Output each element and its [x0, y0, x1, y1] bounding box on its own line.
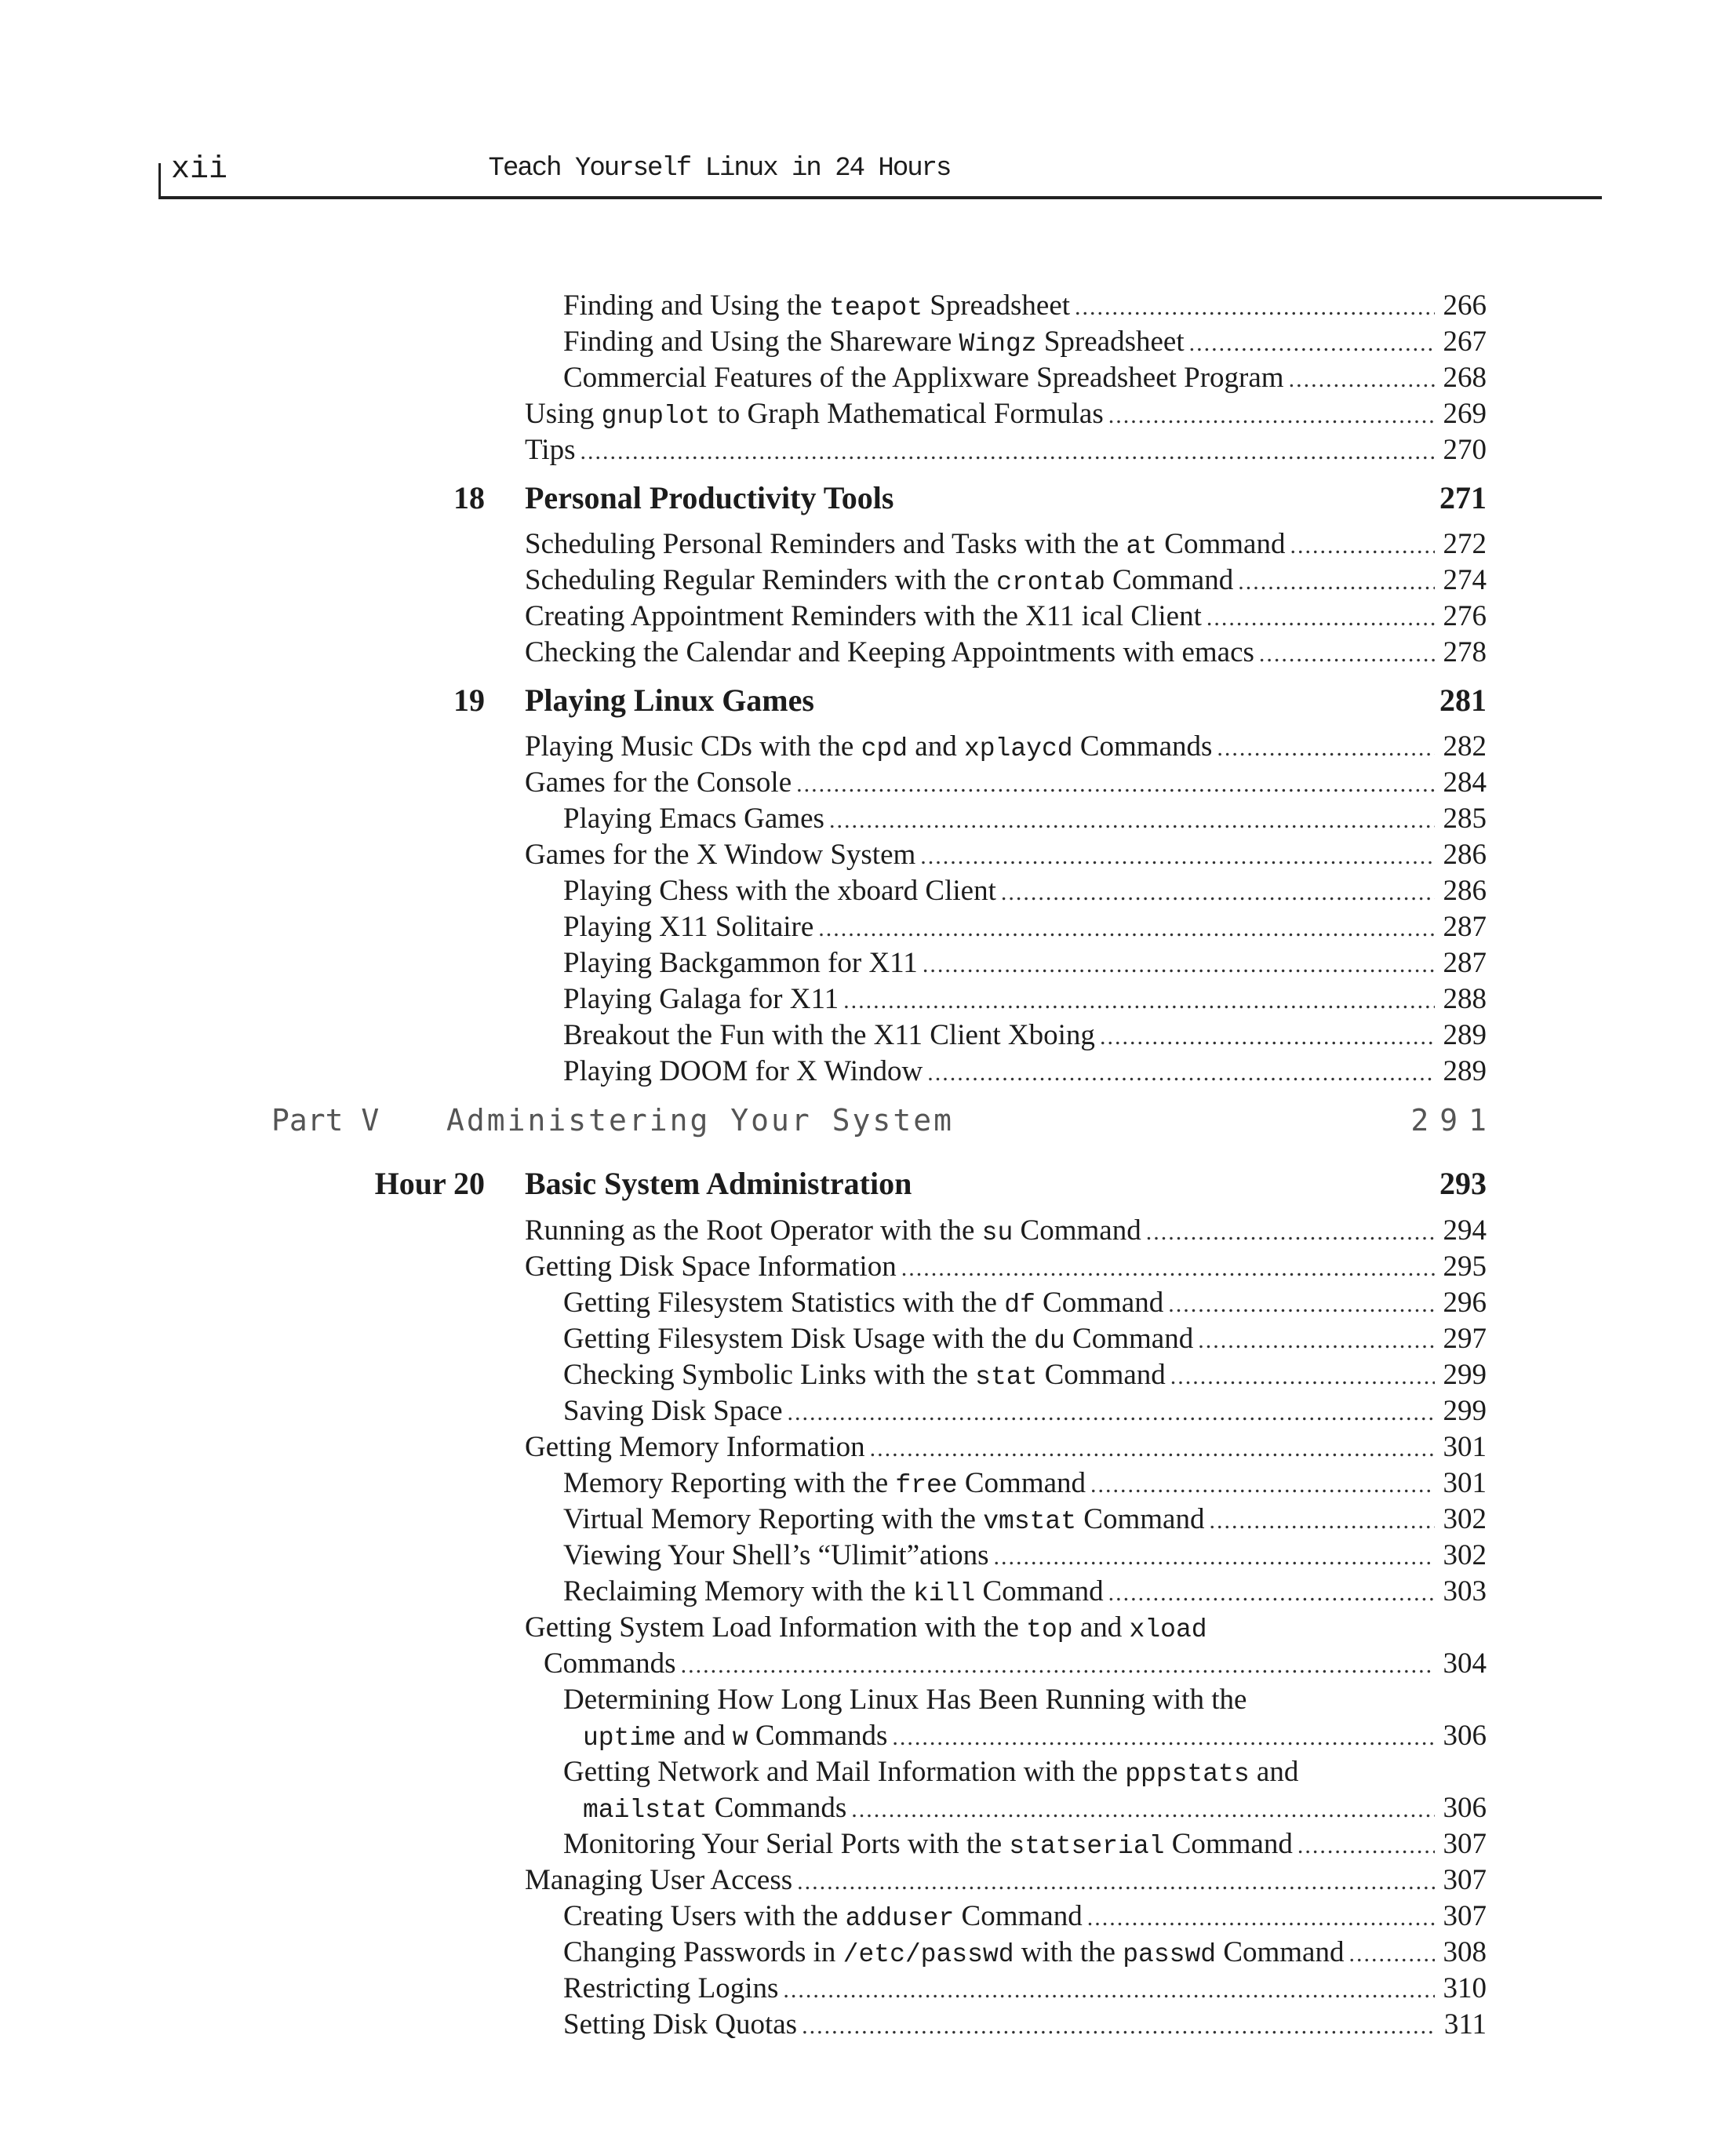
toc-entry-line2: mailstat Commands ..... 306 [0, 1790, 1736, 1826]
page-number: 302 [1443, 1503, 1487, 1535]
toc-entry: Monitoring Your Serial Ports with the statserial Command ..... 307 [0, 1826, 1736, 1862]
toc-entry: Checking the Calendar and Keeping Appointments with emacs ..... 278 [0, 635, 1736, 671]
toc-entry: Commercial Features of the Applixware Spreadsheet Program ..... 268 [0, 360, 1736, 396]
page-number: 297 [1443, 1323, 1487, 1355]
page-number: 289 [1443, 1019, 1487, 1051]
toc-entry: Changing Passwords in /etc/passwd with the passwd Command ..... 308 [0, 1935, 1736, 1971]
page-number: 284 [1443, 766, 1487, 799]
toc-entry: Managing User Access ..... 307 [0, 1862, 1736, 1899]
running-head [158, 149, 1602, 199]
page-number: 310 [1443, 1972, 1487, 2004]
page-number: 301 [1443, 1467, 1487, 1499]
page-number: 285 [1443, 803, 1487, 835]
page-number: 294 [1443, 1214, 1487, 1247]
toc-entry: Checking Symbolic Links with the stat Command ..... 299 [0, 1357, 1736, 1393]
toc-entry-line2: uptime and w Commands ..... 306 [0, 1718, 1736, 1754]
toc-entry: Getting Disk Space Information ..... 295 [0, 1249, 1736, 1285]
toc-entry: Playing Chess with the xboard Client ..... 286 [0, 873, 1736, 909]
page-number: 286 [1443, 839, 1487, 871]
page-number: 306 [1443, 1720, 1487, 1752]
toc-entry: Using gnuplot to Graph Mathematical Formulas ..... 269 [0, 396, 1736, 432]
page-number: 307 [1443, 1900, 1487, 1932]
page-number: 307 [1443, 1864, 1487, 1896]
toc-entry-line2: Commands ..... 304 [0, 1646, 1736, 1682]
toc-entry: Playing Emacs Games ..... 285 [0, 801, 1736, 837]
page-number: 304 [1443, 1647, 1487, 1680]
header-rule-corner [158, 163, 161, 199]
page-number: 287 [1443, 947, 1487, 979]
toc-entry: Virtual Memory Reporting with the vmstat Command ..... 302 [0, 1502, 1736, 1538]
toc-entry: Getting Filesystem Disk Usage with the du Command ..... 297 [0, 1321, 1736, 1357]
toc-entry: Games for the Console ..... 284 [0, 765, 1736, 801]
book-title: Teach Yourself Linux in 24 Hours [488, 154, 951, 184]
page-number: 302 [1443, 1539, 1487, 1571]
page-number: 286 [1443, 875, 1487, 907]
toc-entry: Reclaiming Memory with the kill Command ..... 303 [0, 1574, 1736, 1610]
toc-entry: Playing Music CDs with the cpd and xplaycd Commands ..... 282 [0, 729, 1736, 765]
page-number: 278 [1443, 636, 1487, 668]
toc-entry: Creating Appointment Reminders with the X11 ical Client ..... 276 [0, 599, 1736, 635]
toc-entry: Playing Galaga for X11 ..... 288 [0, 981, 1736, 1018]
page-number: 289 [1443, 1055, 1487, 1087]
toc-entry: Tips ..... 270 [0, 432, 1736, 468]
page-number: 270 [1443, 434, 1487, 466]
toc-entry-line1: Getting Network and Mail Information with the pppstats and [563, 1756, 1299, 1789]
page-number: 287 [1443, 911, 1487, 943]
page-number: 306 [1443, 1792, 1487, 1824]
toc-entry: Setting Disk Quotas ..... 311 [0, 2007, 1736, 2043]
page-number: 274 [1443, 564, 1487, 596]
toc-entry: Viewing Your Shell’s “Ulimit”ations ..... 302 [0, 1538, 1736, 1574]
toc-entry: Playing DOOM for X Window ..... 289 [0, 1054, 1736, 1090]
hour-heading-20: Hour 20 Basic System Administration 293 [374, 1166, 1487, 1201]
toc-entry: Finding and Using the Shareware Wingz Spreadsheet ..... 267 [0, 324, 1736, 360]
toc-entry: Running as the Root Operator with the su Command ..... 294 [0, 1213, 1736, 1249]
page-number: 295 [1443, 1251, 1487, 1283]
page-number: 307 [1443, 1828, 1487, 1860]
toc-entry: Games for the X Window System ..... 286 [0, 837, 1736, 873]
page-number: 282 [1443, 730, 1487, 763]
page-number: 268 [1443, 362, 1487, 394]
page-number: 301 [1443, 1431, 1487, 1463]
toc-entry: Playing X11 Solitaire ..... 287 [0, 909, 1736, 945]
toc-entry: Creating Users with the adduser Command ..... 307 [0, 1899, 1736, 1935]
toc-entry: Scheduling Regular Reminders with the crontab Command ..... 274 [0, 562, 1736, 599]
header-rule [158, 196, 1602, 199]
page-number: 269 [1443, 398, 1487, 430]
toc-entry: Restricting Logins ..... 310 [0, 1971, 1736, 2007]
page-number: 266 [1443, 289, 1487, 322]
toc-entry: Scheduling Personal Reminders and Tasks with the at Command ..... 272 [0, 526, 1736, 562]
toc-entry: Playing Backgammon for X11 ..... 287 [0, 945, 1736, 981]
page-number: 299 [1443, 1395, 1487, 1427]
toc-entry: Getting Memory Information ..... 301 [0, 1429, 1736, 1465]
toc-entry: Breakout the Fun with the X11 Client Xboing ..... 289 [0, 1018, 1736, 1054]
page-number: 296 [1443, 1287, 1487, 1319]
hour-heading-18: 18 Personal Productivity Tools 271 [453, 480, 1487, 515]
toc-entry: Saving Disk Space ..... 299 [0, 1393, 1736, 1429]
page-number: 267 [1443, 326, 1487, 358]
toc-entry: Memory Reporting with the free Command ..... 301 [0, 1465, 1736, 1502]
page-folio: xii [171, 152, 228, 187]
page-number: 311 [1443, 2008, 1487, 2041]
page-number: 288 [1443, 983, 1487, 1015]
page-number: 276 [1443, 600, 1487, 632]
hour-heading-19: 19 Playing Linux Games 281 [453, 683, 1487, 718]
part-heading: Part V Administering Your System 291 [271, 1103, 1498, 1138]
toc-entry-line1: Determining How Long Linux Has Been Running with the [563, 1684, 1247, 1716]
page-number: 308 [1443, 1936, 1487, 1968]
page-number: 299 [1443, 1359, 1487, 1391]
toc-entry: Getting Filesystem Statistics with the df Command ..... 296 [0, 1285, 1736, 1321]
page-number: 272 [1443, 528, 1487, 560]
toc-entry: Finding and Using the teapot Spreadsheet ..... 266 [0, 288, 1736, 324]
page-number: 303 [1443, 1575, 1487, 1607]
toc-entry-line1: Getting System Load Information with the top and xload [525, 1611, 1207, 1644]
